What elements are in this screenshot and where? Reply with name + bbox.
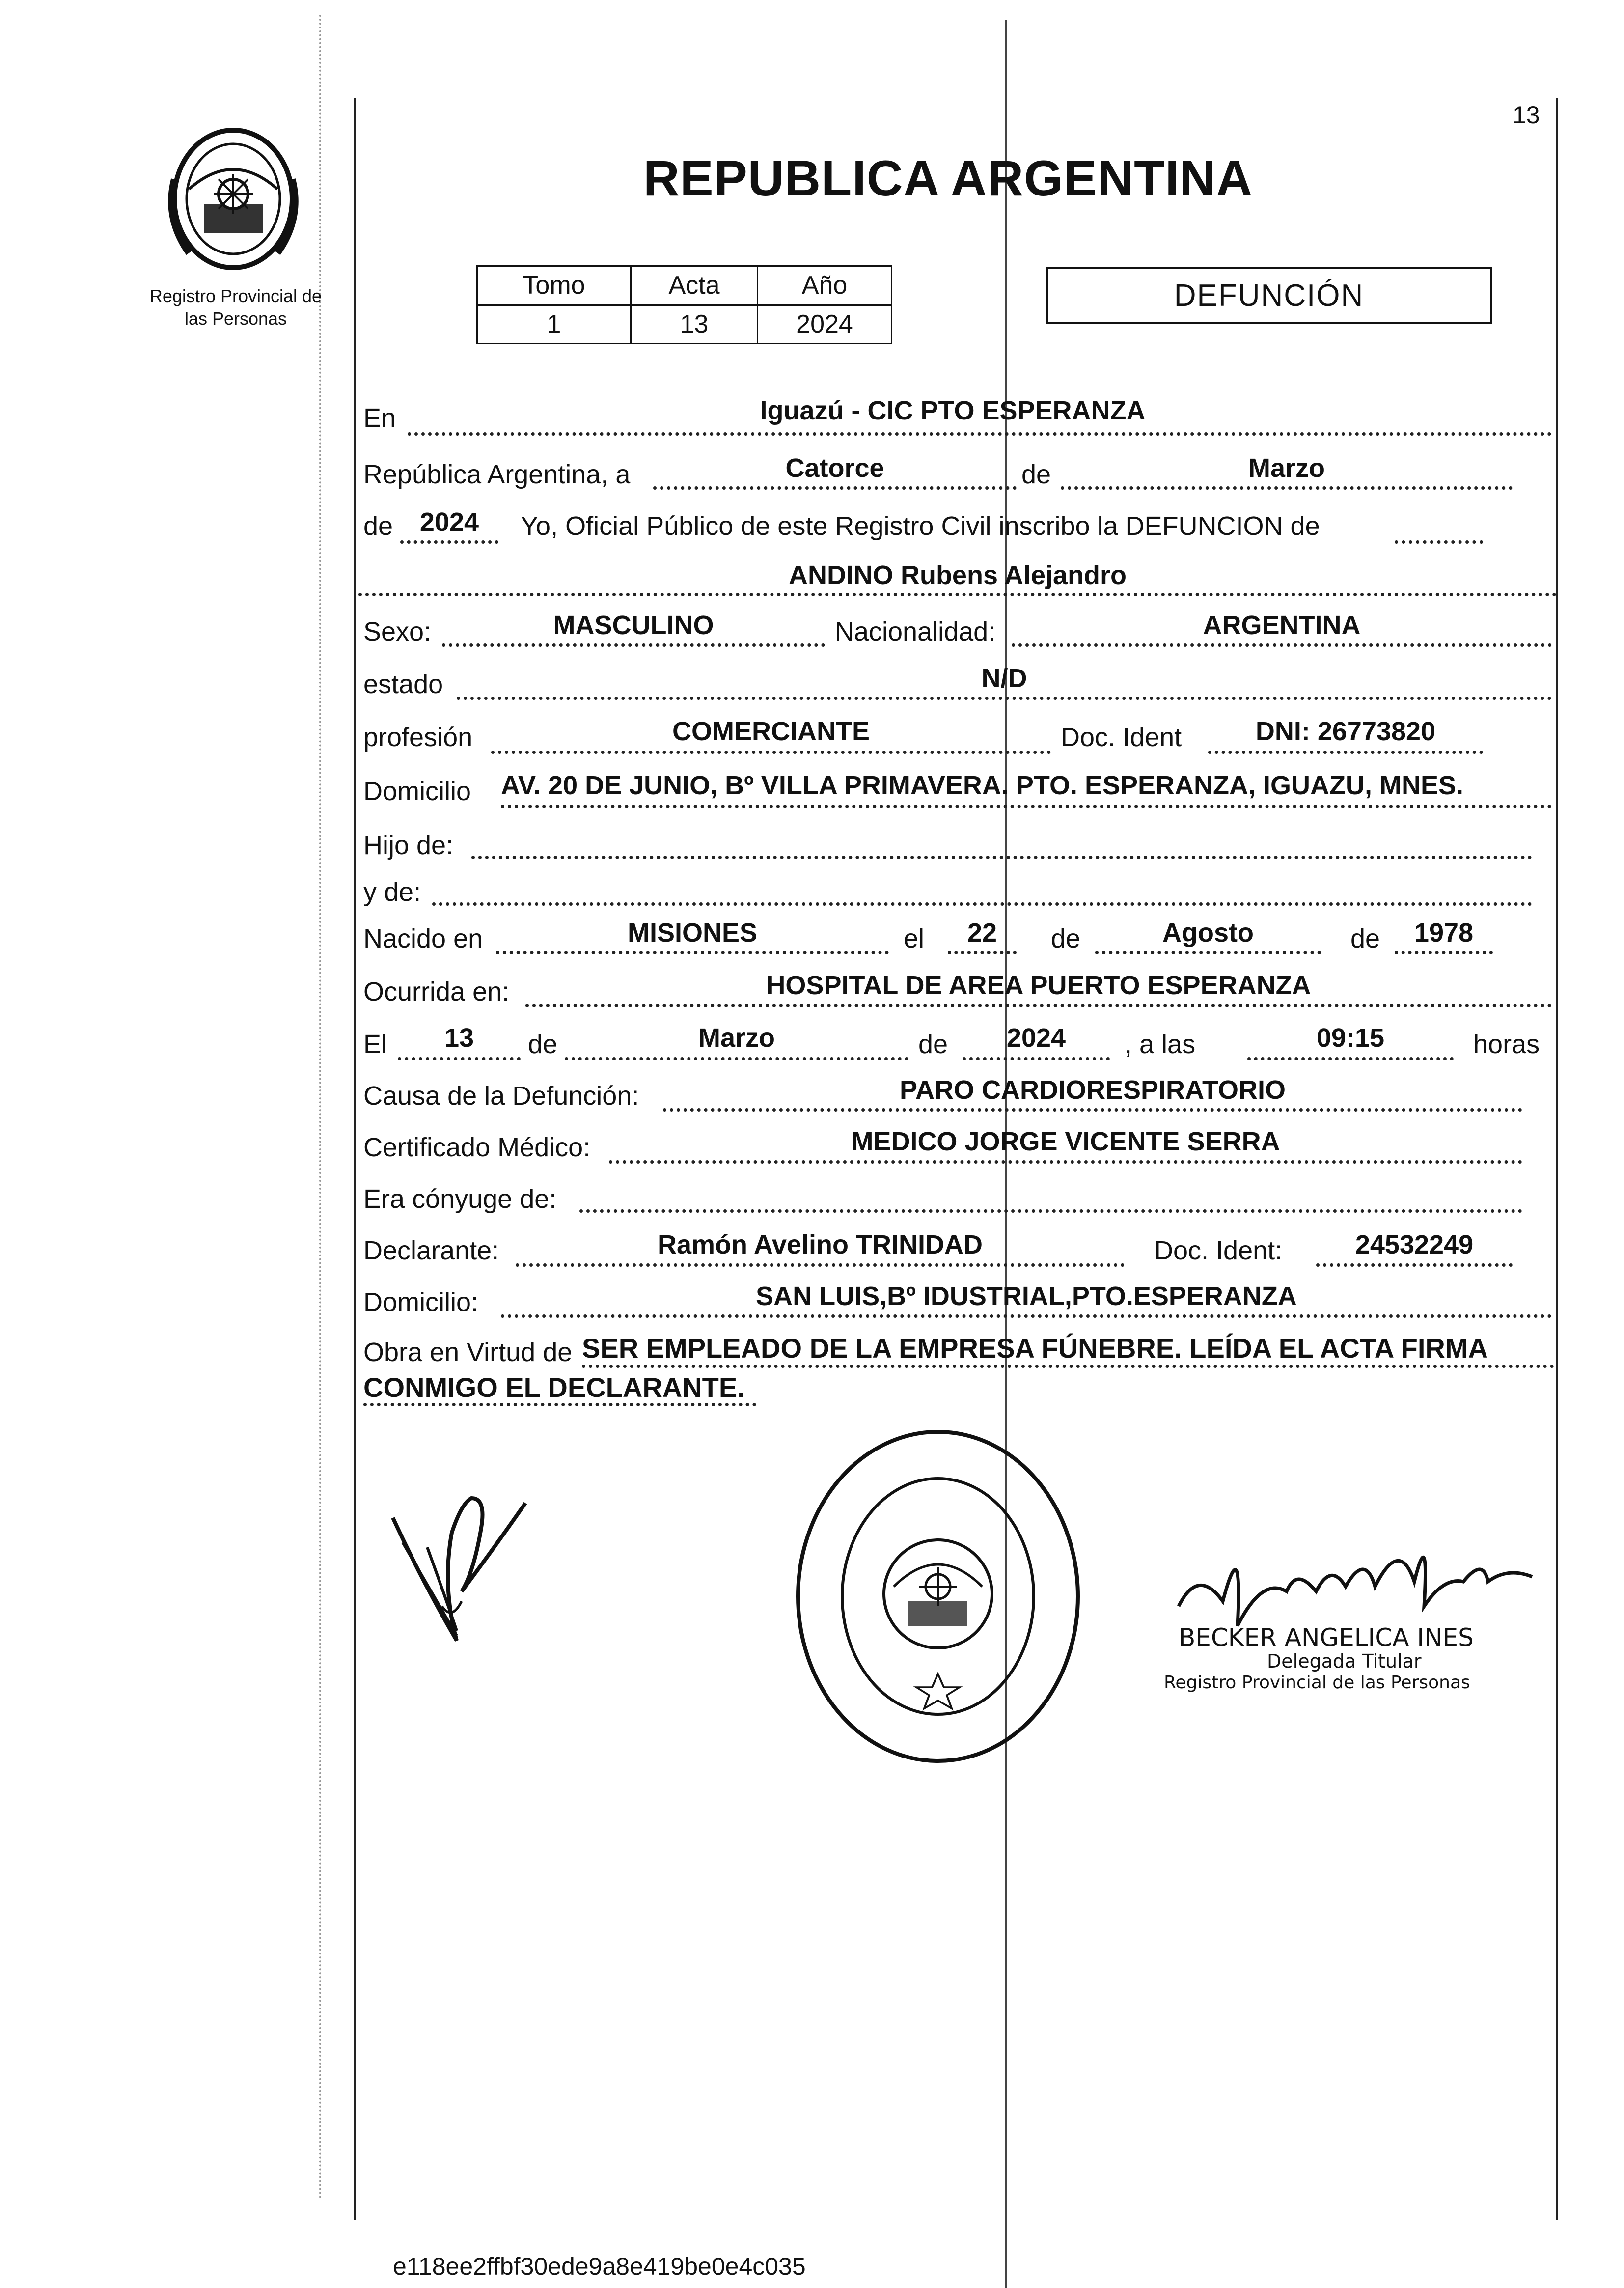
obra-value-line2: CONMIGO EL DECLARANTE.	[363, 1372, 745, 1403]
nacionalidad-dotted-line	[1012, 643, 1552, 647]
logo-caption-line2: las Personas	[184, 308, 287, 329]
birth-year-dotted-line	[1395, 951, 1493, 954]
hijo-dotted-line	[471, 856, 1532, 859]
causa-dotted-line	[663, 1108, 1522, 1112]
domicilio-dotted-line	[501, 805, 1552, 808]
declarante-doc-value: 24532249	[1355, 1230, 1474, 1259]
left-border-line	[354, 98, 356, 2220]
birth-year-value: 1978	[1414, 918, 1474, 948]
conyuge-label: Era cónyuge de:	[363, 1184, 557, 1214]
republica-label: República Argentina, a	[363, 460, 631, 489]
death-day-dotted-line	[398, 1057, 521, 1060]
official-signature	[1169, 1508, 1542, 1636]
obra-line2-dotted-line	[363, 1403, 756, 1406]
death-month-dotted-line	[565, 1057, 908, 1060]
page-number: 13	[1513, 101, 1540, 129]
registry-logo-caption	[133, 285, 339, 330]
month-de-label: de	[1021, 460, 1051, 489]
certificado-dotted-line	[609, 1160, 1522, 1164]
en-value: Iguazú - CIC PTO ESPERANZA	[760, 396, 1146, 425]
declarante-label: Declarante:	[363, 1236, 499, 1265]
causa-value: PARO CARDIORESPIRATORIO	[899, 1075, 1286, 1105]
day-word-value: Catorce	[785, 453, 884, 483]
logo-caption-line1: Registro Provincial de	[149, 286, 322, 306]
tomo-header: Tomo	[477, 266, 631, 305]
yde-label: y de:	[363, 877, 421, 907]
certificado-value: MEDICO JORGE VICENTE SERRA	[851, 1127, 1280, 1156]
death-year-value: 2024	[1006, 1023, 1066, 1053]
year-value: 2024	[419, 507, 479, 537]
registry-table	[476, 265, 892, 344]
nacido-value: MISIONES	[627, 918, 758, 948]
profesion-value: COMERCIANTE	[672, 717, 870, 746]
sexo-value: MASCULINO	[553, 611, 714, 640]
doc-ident-dotted-line	[1208, 751, 1483, 754]
death-month-value: Marzo	[698, 1023, 775, 1053]
en-label: En	[363, 403, 396, 433]
nacido-dotted-line	[496, 951, 889, 954]
registry-statement: Yo, Oficial Público de este Registro Civil inscribo la DEFUNCION de	[521, 511, 1320, 541]
acta-header: Acta	[631, 266, 758, 305]
estado-label: estado	[363, 670, 443, 699]
death-de2-label: de	[918, 1030, 948, 1059]
declarante-doc-dotted-line	[1316, 1263, 1513, 1267]
profesion-label: profesión	[363, 723, 473, 752]
deceased-name-value: ANDINO Rubens Alejandro	[788, 560, 1127, 590]
obra-label: Obra en Virtud de	[363, 1338, 573, 1367]
certificado-label: Certificado Médico:	[363, 1133, 591, 1162]
estado-value: N/D	[981, 664, 1027, 693]
profesion-dotted-line	[491, 751, 1051, 754]
declarant-signature	[383, 1474, 540, 1650]
right-border-line	[1556, 98, 1558, 2220]
month-dotted-line	[1061, 486, 1513, 490]
hijo-label: Hijo de:	[363, 831, 454, 860]
death-day-value: 13	[444, 1023, 474, 1053]
registry-table-header-row	[477, 266, 892, 305]
doc-ident-value: DNI: 26773820	[1255, 717, 1436, 746]
deceased-name-dotted-line	[358, 593, 1557, 596]
birth-el-label: el	[904, 924, 925, 953]
death-year-dotted-line	[963, 1057, 1110, 1060]
declarante-dotted-line	[516, 1263, 1125, 1267]
year-de-label: de	[363, 511, 393, 541]
conyuge-dotted-line	[579, 1209, 1522, 1213]
sexo-label: Sexo:	[363, 617, 432, 646]
birth-month-dotted-line	[1095, 951, 1321, 954]
causa-label: Causa de la Defunción:	[363, 1081, 639, 1111]
yde-dotted-line	[432, 902, 1532, 906]
registry-table-value-row	[477, 305, 892, 344]
statement-dotted-line	[1395, 540, 1483, 544]
page-title: REPUBLICA ARGENTINA	[643, 150, 1253, 206]
a-las-label: , a las	[1125, 1030, 1196, 1059]
day-word-dotted-line	[653, 486, 1017, 490]
horas-label: horas	[1473, 1030, 1540, 1059]
anio-value: 2024	[758, 305, 892, 344]
birth-de2-label: de	[1350, 924, 1380, 953]
domicilio-value: AV. 20 DE JUNIO, Bº VILLA PRIMAVERA. PTO. ESPERANZA, IGUAZU, MNES.	[501, 771, 1464, 800]
declarante-value: Ramón Avelino TRINIDAD	[657, 1230, 983, 1259]
death-el-label: El	[363, 1030, 387, 1059]
month-value: Marzo	[1248, 453, 1325, 483]
nacido-label: Nacido en	[363, 924, 483, 953]
birth-day-value: 22	[967, 918, 997, 948]
ocurrida-dotted-line	[525, 1004, 1552, 1007]
obra-value: SER EMPLEADO DE LA EMPRESA FÚNEBRE. LEÍDA EL ACTA FIRMA	[582, 1333, 1488, 1364]
left-dotted-margin	[319, 15, 321, 2201]
tomo-value: 1	[477, 305, 631, 344]
declarante-doc-label: Doc. Ident:	[1154, 1236, 1283, 1265]
doc-ident-label: Doc. Ident	[1061, 723, 1182, 752]
official-title: Delegada Titular	[1267, 1650, 1422, 1672]
domicilio2-value: SAN LUIS,Bº IDUSTRIAL,PTO.ESPERANZA	[756, 1282, 1297, 1311]
ocurrida-label: Ocurrida en:	[363, 977, 510, 1006]
death-time-dotted-line	[1247, 1057, 1454, 1060]
sexo-dotted-line	[442, 643, 825, 647]
obra-dotted-line	[582, 1365, 1554, 1368]
document-hash: e118ee2ffbf30ede9a8e419be0e4c035	[393, 2253, 806, 2280]
nacionalidad-label: Nacionalidad:	[835, 617, 996, 646]
estado-dotted-line	[457, 697, 1552, 700]
official-name: BECKER ANGELICA INES	[1179, 1623, 1474, 1652]
en-dotted-line	[408, 432, 1552, 436]
official-office: Registro Provincial de las Personas	[1164, 1673, 1470, 1693]
domicilio2-dotted-line	[501, 1314, 1552, 1318]
birth-day-dotted-line	[948, 951, 1017, 954]
birth-de1-label: de	[1051, 924, 1081, 953]
domicilio-label: Domicilio	[363, 777, 471, 806]
anio-header: Año	[758, 266, 892, 305]
province-seal-logo	[155, 120, 312, 278]
document-type-box: DEFUNCIÓN	[1046, 267, 1492, 324]
official-stamp	[791, 1424, 1085, 1768]
ocurrida-value: HOSPITAL DE AREA PUERTO ESPERANZA	[766, 971, 1311, 1000]
domicilio2-label: Domicilio:	[363, 1287, 479, 1317]
year-dotted-line	[400, 540, 498, 544]
birth-month-value: Agosto	[1162, 918, 1254, 948]
acta-value: 13	[631, 305, 758, 344]
nacionalidad-value: ARGENTINA	[1203, 611, 1361, 640]
death-de1-label: de	[528, 1030, 558, 1059]
death-time-value: 09:15	[1316, 1023, 1385, 1053]
